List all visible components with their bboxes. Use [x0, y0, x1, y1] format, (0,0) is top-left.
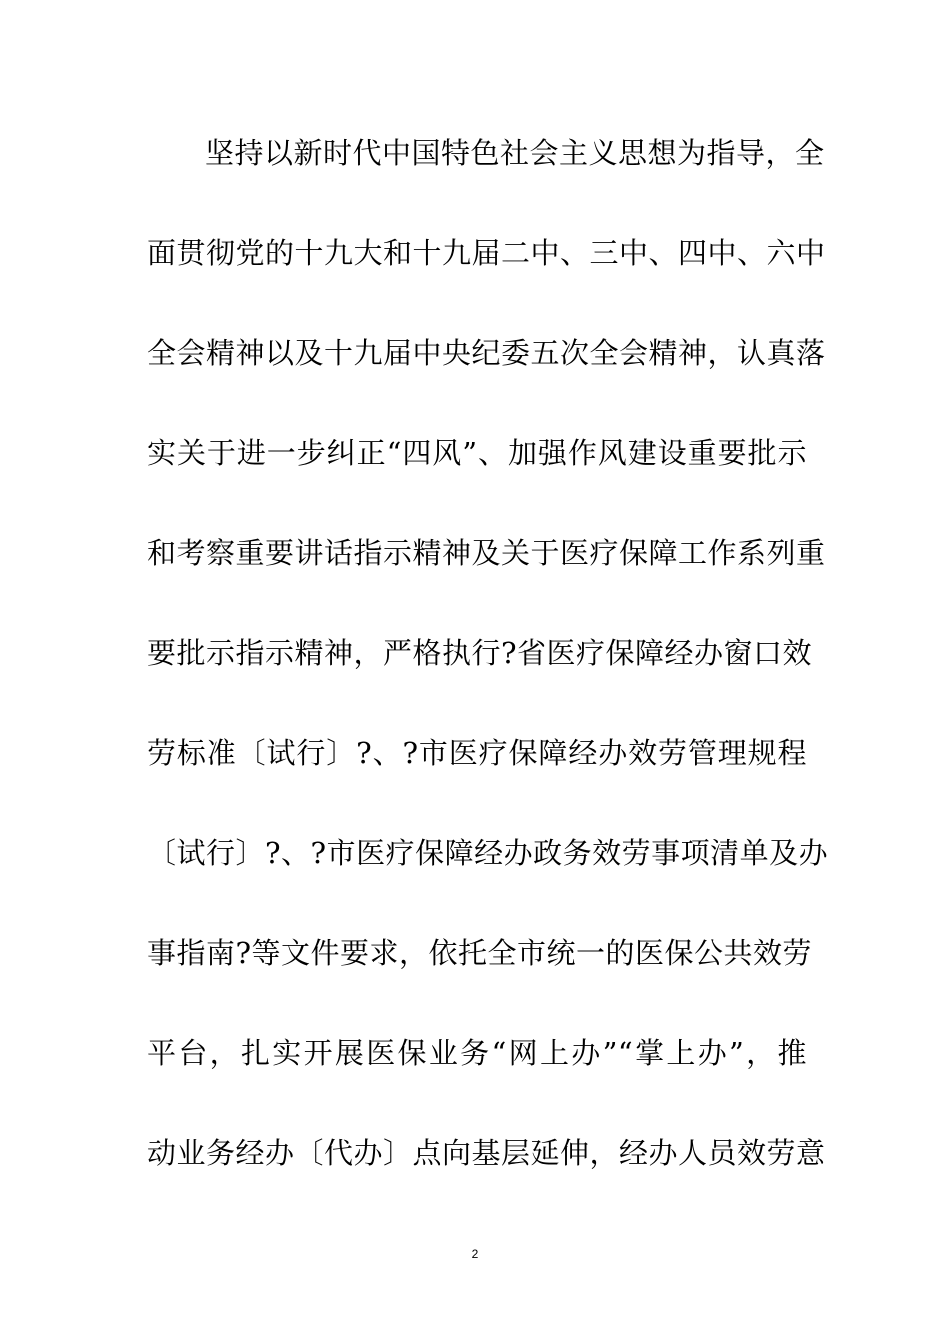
text-line: 平台，扎实开展医保业务“网上办”“掌上办”，推 [147, 1036, 807, 1070]
page-number: 2 [471, 1247, 479, 1261]
text-line: 要批示指示精神，严格执行?省医疗保障经办窗口效 [147, 636, 813, 670]
body-paragraph [147, 128, 829, 1228]
text-line: 动业务经办〔代办〕点向基层延伸，经办人员效劳意 [147, 1136, 826, 1170]
text-line: 〔试行〕?、?市医疗保障经办政务效劳事项清单及办 [147, 836, 829, 870]
text-line: 坚持以新时代中国特色社会主义思想为指导，全 [205, 136, 825, 170]
text-line: 劳标准〔试行〕?、?市医疗保障经办效劳管理规程 [147, 736, 807, 770]
text-line: 和考察重要讲话指示精神及关于医疗保障工作系列重 [147, 536, 826, 570]
text-line: 全会精神以及十九届中央纪委五次全会精神，认真落 [147, 336, 826, 370]
text-line: 实关于进一步纠正“四风”、加强作风建设重要批示 [147, 436, 807, 470]
text-line: 事指南?等文件要求，依托全市统一的医保公共效劳 [147, 936, 813, 970]
text-line: 面贯彻党的十九大和十九届二中、三中、四中、六中 [147, 236, 826, 270]
